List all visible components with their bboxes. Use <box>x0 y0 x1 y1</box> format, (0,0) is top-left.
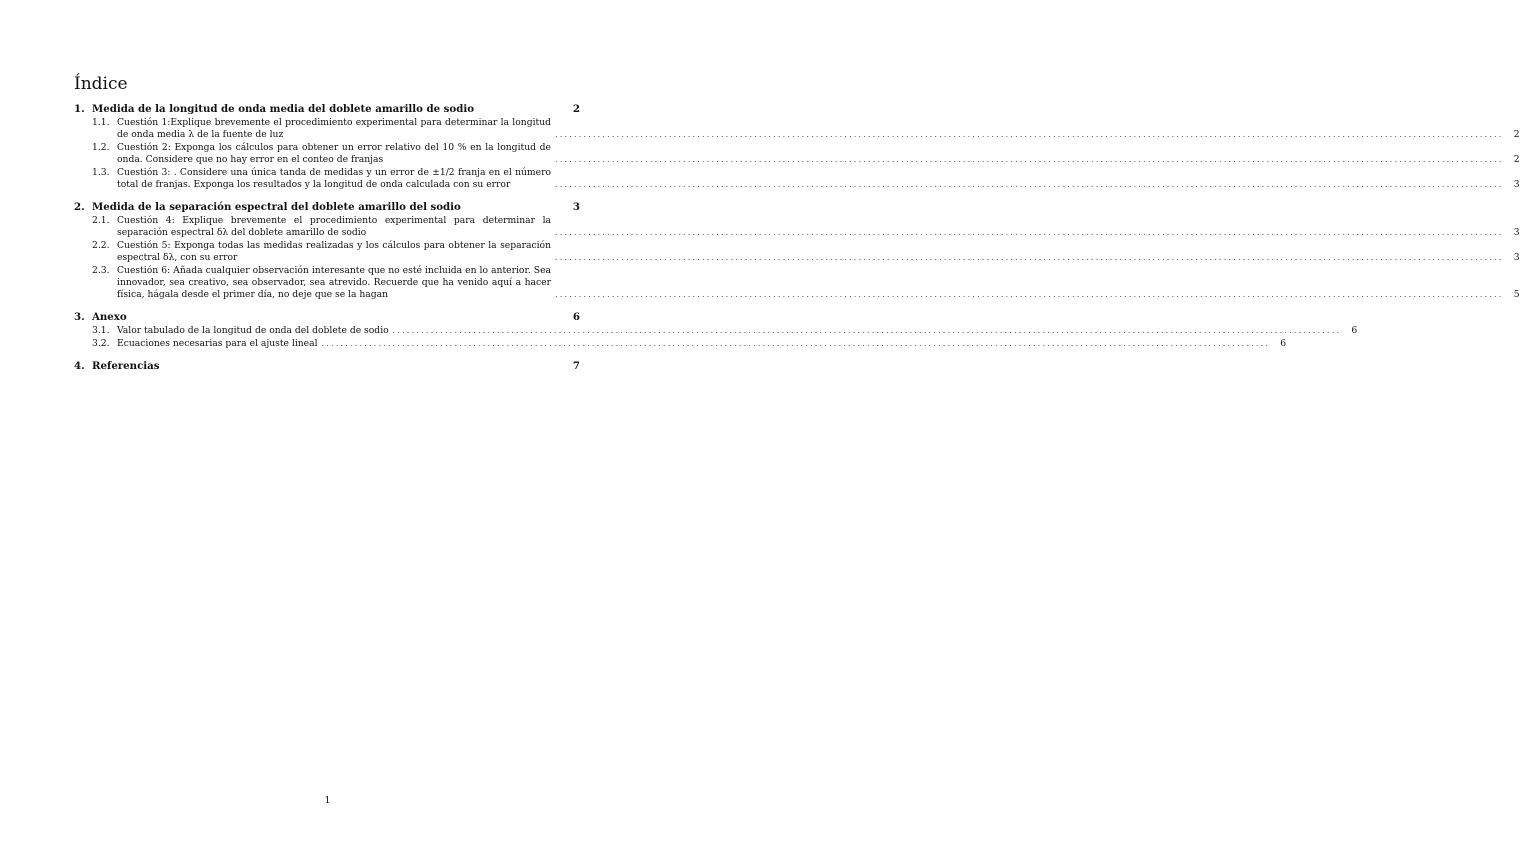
toc-section-title: Medida de la longitud de onda media del doblete amarillo de sodio <box>92 103 474 115</box>
dot-leader: ........................................................................................................................................................................................................ <box>555 130 1504 139</box>
dot-leader: ........................................................................................................................................................................................................ <box>555 253 1504 262</box>
toc-section <box>74 103 1520 191</box>
toc-section-row[interactable] <box>74 201 580 214</box>
toc-subsection-number: 2.1. <box>92 215 110 226</box>
toc-subsection-page: 6 <box>1280 338 1287 349</box>
toc-subsection-number: 1.2. <box>92 142 110 153</box>
toc-subsection-number: 3.1. <box>92 325 110 336</box>
toc-subsection-body <box>117 265 1520 301</box>
toc-subsection-row[interactable] <box>74 167 1520 191</box>
toc-subsection-title: Cuestión 3: . Considere una única tanda de medidas y un error de ±1/2 franja en el número total de franjas. Exponga los resultados y la longitud de onda calculada con su error <box>117 167 551 190</box>
toc-subsection-row[interactable] <box>74 325 1358 337</box>
toc-heading: Índice <box>74 74 128 94</box>
toc-section-title: Referencias <box>92 360 160 372</box>
dot-leader: ........................................................................................................................................................................................................ <box>555 290 1504 299</box>
toc-subsection-row[interactable] <box>74 142 1520 166</box>
toc-section-number: 4. <box>74 360 85 372</box>
toc-subsection-number: 2.2. <box>92 240 110 251</box>
toc-section-title: Medida de la separación espectral del doblete amarillo del sodio <box>92 201 461 213</box>
toc-section-number: 2. <box>74 201 85 213</box>
toc-subsection-number: 1.3. <box>92 167 110 178</box>
toc-subsection-row[interactable] <box>74 215 1520 239</box>
dot-leader: ........................................................................................................................................................................................................ <box>392 326 1342 335</box>
toc-subsection-body <box>117 117 1520 141</box>
toc-section-page: 3 <box>572 201 580 213</box>
toc-subsection-body <box>117 240 1520 264</box>
toc-subsection-number: 2.3. <box>92 265 110 276</box>
dot-leader: ........................................................................................................................................................................................................ <box>555 228 1504 237</box>
toc-subsection-body <box>117 167 1520 191</box>
dot-leader: ........................................................................................................................................................................................................ <box>555 155 1504 164</box>
toc-section-page: 2 <box>572 103 580 115</box>
toc-subsection-page: 2 <box>1513 129 1520 140</box>
toc-subsection-body <box>117 338 1287 350</box>
toc-subsection-title: Cuestión 6: Añada cualquier observación interesante que no esté incluida en lo anterior. Sea innovador, sea creativo, sea observador, sea atrevido. Recuerde que ha venido aquí a hacer física, hágala desde el primer día, no deje que se la hagan <box>117 265 551 300</box>
toc-subsection-row[interactable] <box>74 240 1520 264</box>
toc-subsection-body <box>117 142 1520 166</box>
toc-subsection-page: 2 <box>1513 154 1520 165</box>
dot-leader: ........................................................................................................................................................................................................ <box>555 180 1504 189</box>
toc-section-page: 7 <box>572 360 580 372</box>
toc-subsection-row[interactable] <box>74 265 1520 301</box>
toc-section-number: 1. <box>74 103 85 115</box>
toc-section <box>74 360 580 373</box>
toc-subsection-title: Valor tabulado de la longitud de onda del doblete de sodio <box>117 325 389 336</box>
toc-subsection-title: Cuestión 4: Explique brevemente el procedimiento experimental para determinar la separación espectral δλ del doblete amarillo de sodio <box>117 215 551 238</box>
toc-section-row[interactable] <box>74 103 580 116</box>
toc-subsection-title: Cuestión 5: Exponga todas las medidas realizadas y los cálculos para obtener la separación espectral δλ, con su error <box>117 240 551 263</box>
toc-subsection-title: Ecuaciones necesarias para el ajuste lineal <box>117 338 318 349</box>
toc-subsection-title: Cuestión 2: Exponga los cálculos para obtener un error relativo del 10 % en la longitud de onda. Considere que no hay error en el conteo de franjas <box>117 142 551 165</box>
page-number: 1 <box>324 795 331 806</box>
toc-subsection-page: 3 <box>1513 179 1520 190</box>
toc-subsection-number: 1.1. <box>92 117 110 128</box>
toc-subsection-body <box>117 215 1520 239</box>
toc-subsection-title: Cuestión 1:Explique brevemente el procedimiento experimental para determinar la longitud de onda media λ de la fuente de luz <box>117 117 551 140</box>
dot-leader: ........................................................................................................................................................................................................ <box>321 339 1271 348</box>
toc-section <box>74 311 1358 350</box>
table-of-contents <box>74 103 1520 383</box>
toc-section-title: Anexo <box>92 311 127 323</box>
toc-subsection-row[interactable] <box>74 338 1287 350</box>
toc-section <box>74 201 1520 301</box>
toc-subsection-row[interactable] <box>74 117 1520 141</box>
toc-subsection-page: 3 <box>1513 252 1520 263</box>
toc-section-row[interactable] <box>74 311 580 324</box>
toc-subsection-page: 5 <box>1513 289 1520 300</box>
toc-section-row[interactable] <box>74 360 580 373</box>
toc-subsection-number: 3.2. <box>92 338 110 349</box>
toc-subsection-page: 6 <box>1351 325 1358 336</box>
toc-section-page: 6 <box>572 311 580 323</box>
toc-subsection-page: 3 <box>1513 227 1520 238</box>
toc-subsection-body <box>117 325 1358 337</box>
toc-section-number: 3. <box>74 311 85 323</box>
